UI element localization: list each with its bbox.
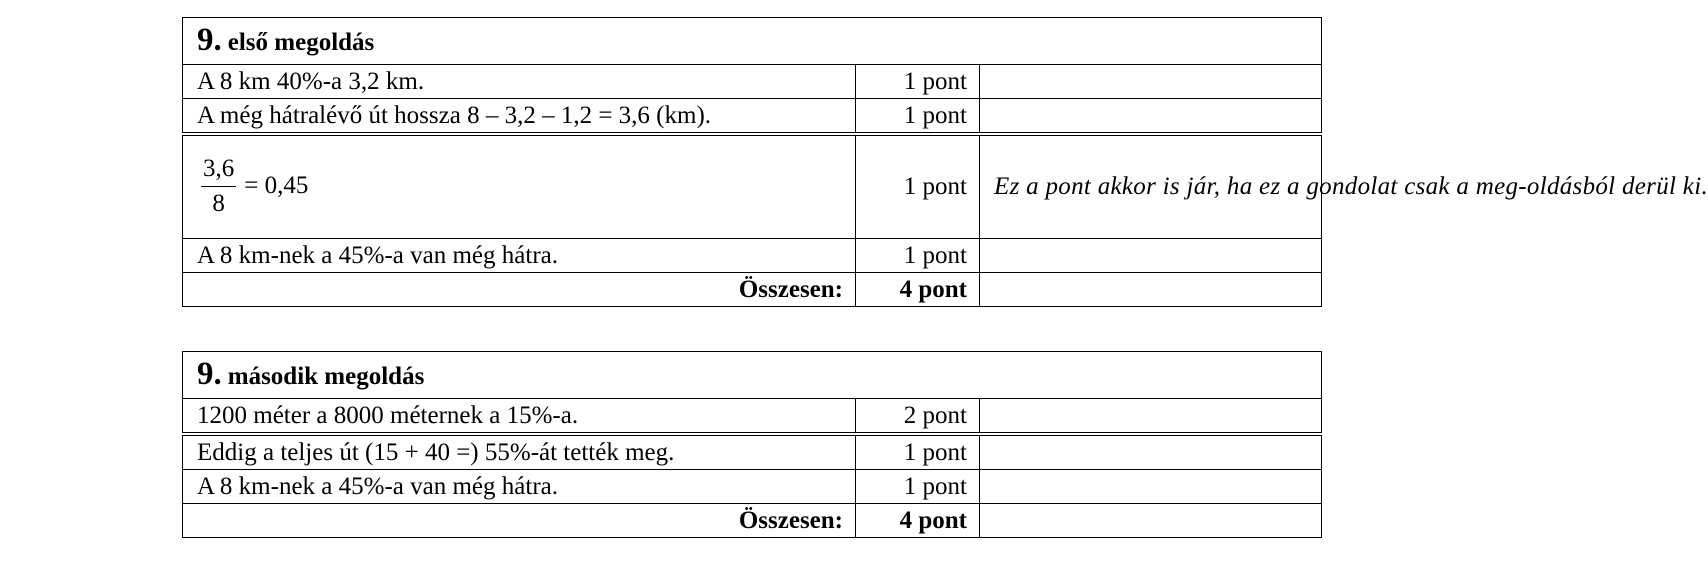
total-points: 4 pont [856,504,980,538]
step-points: 1 pont [856,434,980,470]
step-note: Ez a pont akkor is jár, ha ez a gondolat csak a meg-oldásból derül ki. [980,134,1322,239]
table-row [183,99,1322,135]
table-row [183,470,1322,504]
step-text: 1200 méter a 8000 méternek a 15%-a. [183,399,856,435]
step-text: Eddig a teljes út (15 + 40 =) 55%-át tették meg. [183,434,856,470]
fraction-denominator: 8 [212,189,225,217]
table-row [183,434,1322,470]
grading-table-first-solution [182,17,1708,307]
total-label: Összesen: [183,273,856,307]
step-note [980,65,1322,99]
solution-title: második megoldás [227,362,425,390]
step-note [980,434,1322,470]
step-note [980,239,1322,273]
table-row [183,134,1322,239]
total-row [183,504,1322,538]
step-points: 1 pont [856,134,980,239]
step-note [980,399,1322,435]
table-header [183,18,1322,65]
step-points: 1 pont [856,470,980,504]
solution-title: első megoldás [227,28,375,56]
total-note [980,273,1322,307]
task-number: 9. [197,21,222,58]
table-row [183,65,1322,99]
table-header [183,352,1322,399]
fraction-result: = 0,45 [244,171,309,199]
step-note [980,470,1322,504]
grading-table-second-solution [182,351,1322,538]
step-text: A 8 km-nek a 45%-a van még hátra. [183,470,856,504]
total-label: Összesen: [183,504,856,538]
step-points: 1 pont [856,99,980,135]
step-text: A 8 km 40%-a 3,2 km. [183,65,856,99]
table-row [183,239,1322,273]
step-text: A még hátralévő út hossza 8 – 3,2 – 1,2 = 3,6 (km). [183,99,856,135]
total-points: 4 pont [856,273,980,307]
step-points: 1 pont [856,65,980,99]
fraction-numerator: 3,6 [201,154,236,187]
table-row [183,399,1322,435]
step-points: 2 pont [856,399,980,435]
total-row [183,273,1322,307]
fraction [197,154,240,221]
total-note [980,504,1322,538]
step-note [980,99,1322,135]
step-text-fraction [183,134,856,239]
step-text: A 8 km-nek a 45%-a van még hátra. [183,239,856,273]
task-number: 9. [197,355,222,392]
step-points: 1 pont [856,239,980,273]
